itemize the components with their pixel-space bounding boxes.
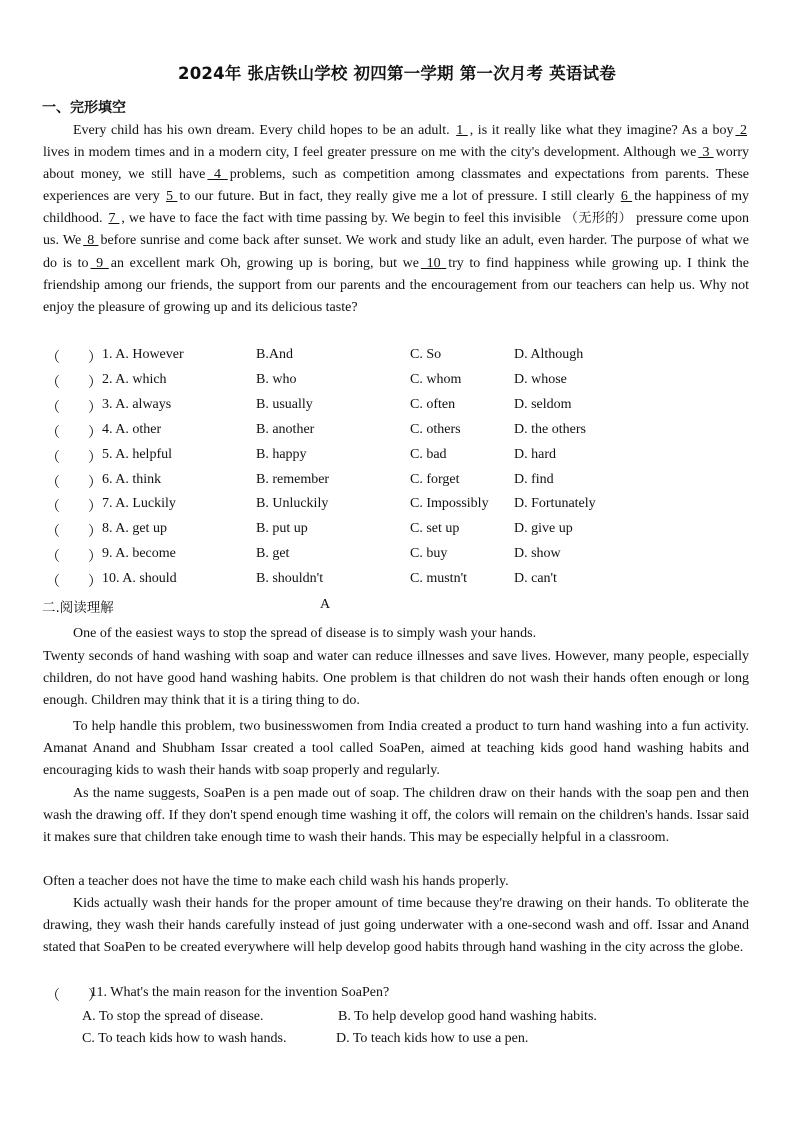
passage-text: lives in modem times and in a modern city, I feel greater pressure on me with the city's development. Although we xyxy=(43,145,697,161)
option-a: 4. A. other xyxy=(102,421,162,437)
passage-text: , we have to face the fact with time passing by. We begin to feel this invisible xyxy=(121,211,565,227)
option-a: 10. A. should xyxy=(102,571,177,587)
answer-bracket[interactable]: （ ） xyxy=(46,550,102,566)
option-b: B. Unluckily xyxy=(256,496,329,512)
passage-text: Every child has his own dream. Every child hopes to be an adult. xyxy=(73,123,455,138)
option-a: A. To stop the spread of disease. xyxy=(82,1009,264,1024)
section-reading-heading: 二.阅读理解 xyxy=(42,600,114,616)
option-b: B. To help develop good hand washing habits. xyxy=(338,1009,597,1024)
reading-paragraph: As the name suggests, SoaPen is a pen made out of soap. The children draw on their hands with the soap pen and then wash the drawing off. If they don't spend enough time washing it off, the colors will remain on the children's hands. Issar said it makes sure that children take enough time to wash their hands. This may be especially helpful in a classroom. xyxy=(43,786,749,846)
question-stem: 11. What's the main reason for the invention SoaPen? xyxy=(90,985,390,1000)
option-b: B.And xyxy=(256,347,293,362)
option-a: 3. A. always xyxy=(102,396,172,412)
option-c: C. often xyxy=(410,396,456,412)
option-b: B. get xyxy=(256,546,290,562)
cloze-blank[interactable]: 2 xyxy=(735,123,748,138)
reading-paragraph: One of the easiest ways to stop the spread of disease is to simply wash your hands. xyxy=(73,626,537,641)
answer-bracket[interactable]: （ ） xyxy=(46,400,102,416)
passage-text: worry about money, we still have xyxy=(43,145,750,183)
cloze-blank[interactable]: 5 xyxy=(166,189,178,205)
option-d: D. whose xyxy=(514,371,567,387)
passage-text: problems, such as competition among classmates and expectations from parents. These experiences are very xyxy=(43,167,750,205)
option-d: D. the others xyxy=(514,421,586,437)
option-c: C. bad xyxy=(410,446,447,462)
answer-bracket[interactable]: （ ） xyxy=(46,425,102,441)
answer-bracket[interactable]: （ ） xyxy=(46,500,102,516)
option-c: C. buy xyxy=(410,546,448,562)
option-c: C. Impossibly xyxy=(410,496,489,512)
cloze-blank[interactable]: 8 xyxy=(83,233,99,249)
option-c: C. others xyxy=(410,421,461,437)
answer-bracket[interactable]: （ ） xyxy=(46,475,102,491)
option-c: C. To teach kids how to wash hands. xyxy=(82,1031,287,1046)
option-a: 9. A. become xyxy=(102,546,176,562)
option-b: B. who xyxy=(256,371,297,387)
option-c: C. So xyxy=(410,347,442,362)
option-d: D. Fortunately xyxy=(514,496,596,512)
passage-text: , is it really like what they imagine? As a boy xyxy=(469,123,734,138)
option-d: D. show xyxy=(514,546,561,562)
option-c: C. whom xyxy=(410,371,462,387)
option-d: D. give up xyxy=(514,521,573,537)
exam-title: 2024年 张店铁山学校 初四第一学期 第一次月考 英语试卷 xyxy=(178,64,616,83)
answer-bracket[interactable]: （ ） xyxy=(46,450,102,466)
reading-paragraph: Twenty seconds of hand washing with soap and water can reduce illnesses and save lives. However, many people, especially children, do not have good hand washing habits. One problem is that children do not wash their hands often enough or long enough. Children may think that it is a tiring thing to do. xyxy=(43,649,749,709)
passage-text: to our future. But in fact, they really give me a lot of pressure. I still clearly xyxy=(179,189,619,205)
option-a: 6. A. think xyxy=(102,471,162,487)
answer-bracket[interactable]: （ ） xyxy=(46,351,102,366)
passage-text: try to find happiness while growing up. I think the friendship among our friends, the support from our parents and the encouragement from our teachers can help us. Why not enjoy the pleasure of growing up and its delicious taste? xyxy=(43,255,749,315)
option-d: D. To teach kids how to use a pen. xyxy=(336,1031,529,1046)
option-d: D. Although xyxy=(514,347,584,362)
option-a: 8. A. get up xyxy=(102,521,167,537)
passage-text: pressure come upon us. We xyxy=(43,211,749,249)
option-a: 5. A. helpful xyxy=(102,446,172,462)
option-c: C. mustn't xyxy=(410,571,467,587)
passage-label: A xyxy=(320,597,331,612)
option-c: C. forget xyxy=(410,471,460,487)
option-a: 2. A. which xyxy=(102,371,167,387)
passage-text: before sunrise and come back after sunset. We work and study like an adult, even harder. The purpose of what we do is to xyxy=(43,233,749,271)
passage-text: the happiness of my childhood. xyxy=(43,189,750,227)
option-d: D. seldom xyxy=(514,396,572,412)
option-b: B. another xyxy=(256,421,315,437)
answer-bracket[interactable]: （ ） xyxy=(46,989,102,1004)
cloze-blank[interactable]: 9 xyxy=(90,255,109,271)
reading-paragraph: Kids actually wash their hands for the proper amount of time because they're drawing on their hands. To obliterate the drawing, they wash their hands carefully instead of just going underwater with a one-second wash and off. Issar and Anand stated that SoaPen to be created everywhere will help develop good habits through hand washing in the city across the globe. xyxy=(43,896,749,956)
section-cloze-heading: 一、完形填空 xyxy=(42,100,126,116)
chinese-gloss: （无形的） xyxy=(564,211,633,227)
option-b: B. happy xyxy=(256,446,307,462)
cloze-blank[interactable]: 1 xyxy=(456,123,468,138)
answer-bracket[interactable]: （ ） xyxy=(46,575,102,591)
option-b: B. put up xyxy=(256,521,308,537)
option-c: C. set up xyxy=(410,521,460,537)
cloze-blank[interactable]: 3 xyxy=(698,145,714,161)
cloze-blank[interactable]: 4 xyxy=(207,167,228,183)
answer-bracket[interactable]: （ ） xyxy=(46,525,102,541)
option-a: 7. A. Luckily xyxy=(102,496,176,512)
option-d: D. can't xyxy=(514,571,557,587)
reading-paragraph: To help handle this problem, two businesswomen from India created a product to turn hand washing into a fun activity. Amanat Anand and Shubham Issar created a tool called SoaPen, aimed at teaching kids good hand washing habits and encouraging kids to wash their hands witb soap properly and regularly. xyxy=(43,719,749,779)
cloze-blank[interactable]: 6 xyxy=(620,189,633,205)
option-d: D. find xyxy=(514,471,554,487)
option-a: 1. A. However xyxy=(102,347,184,362)
cloze-blank[interactable]: 7 xyxy=(108,211,120,227)
passage-text: an excellent mark Oh, growing up is boring, but we xyxy=(110,255,419,271)
reading-paragraph: Often a teacher does not have the time to make each child wash his hands properly. xyxy=(43,874,509,889)
cloze-passage xyxy=(43,120,749,319)
option-b: B. remember xyxy=(256,471,330,487)
answer-bracket[interactable]: （ ） xyxy=(46,375,102,391)
option-d: D. hard xyxy=(514,446,556,462)
option-b: B. shouldn't xyxy=(256,571,324,587)
cloze-blank[interactable]: 10 xyxy=(420,255,447,271)
option-b: B. usually xyxy=(256,396,313,412)
